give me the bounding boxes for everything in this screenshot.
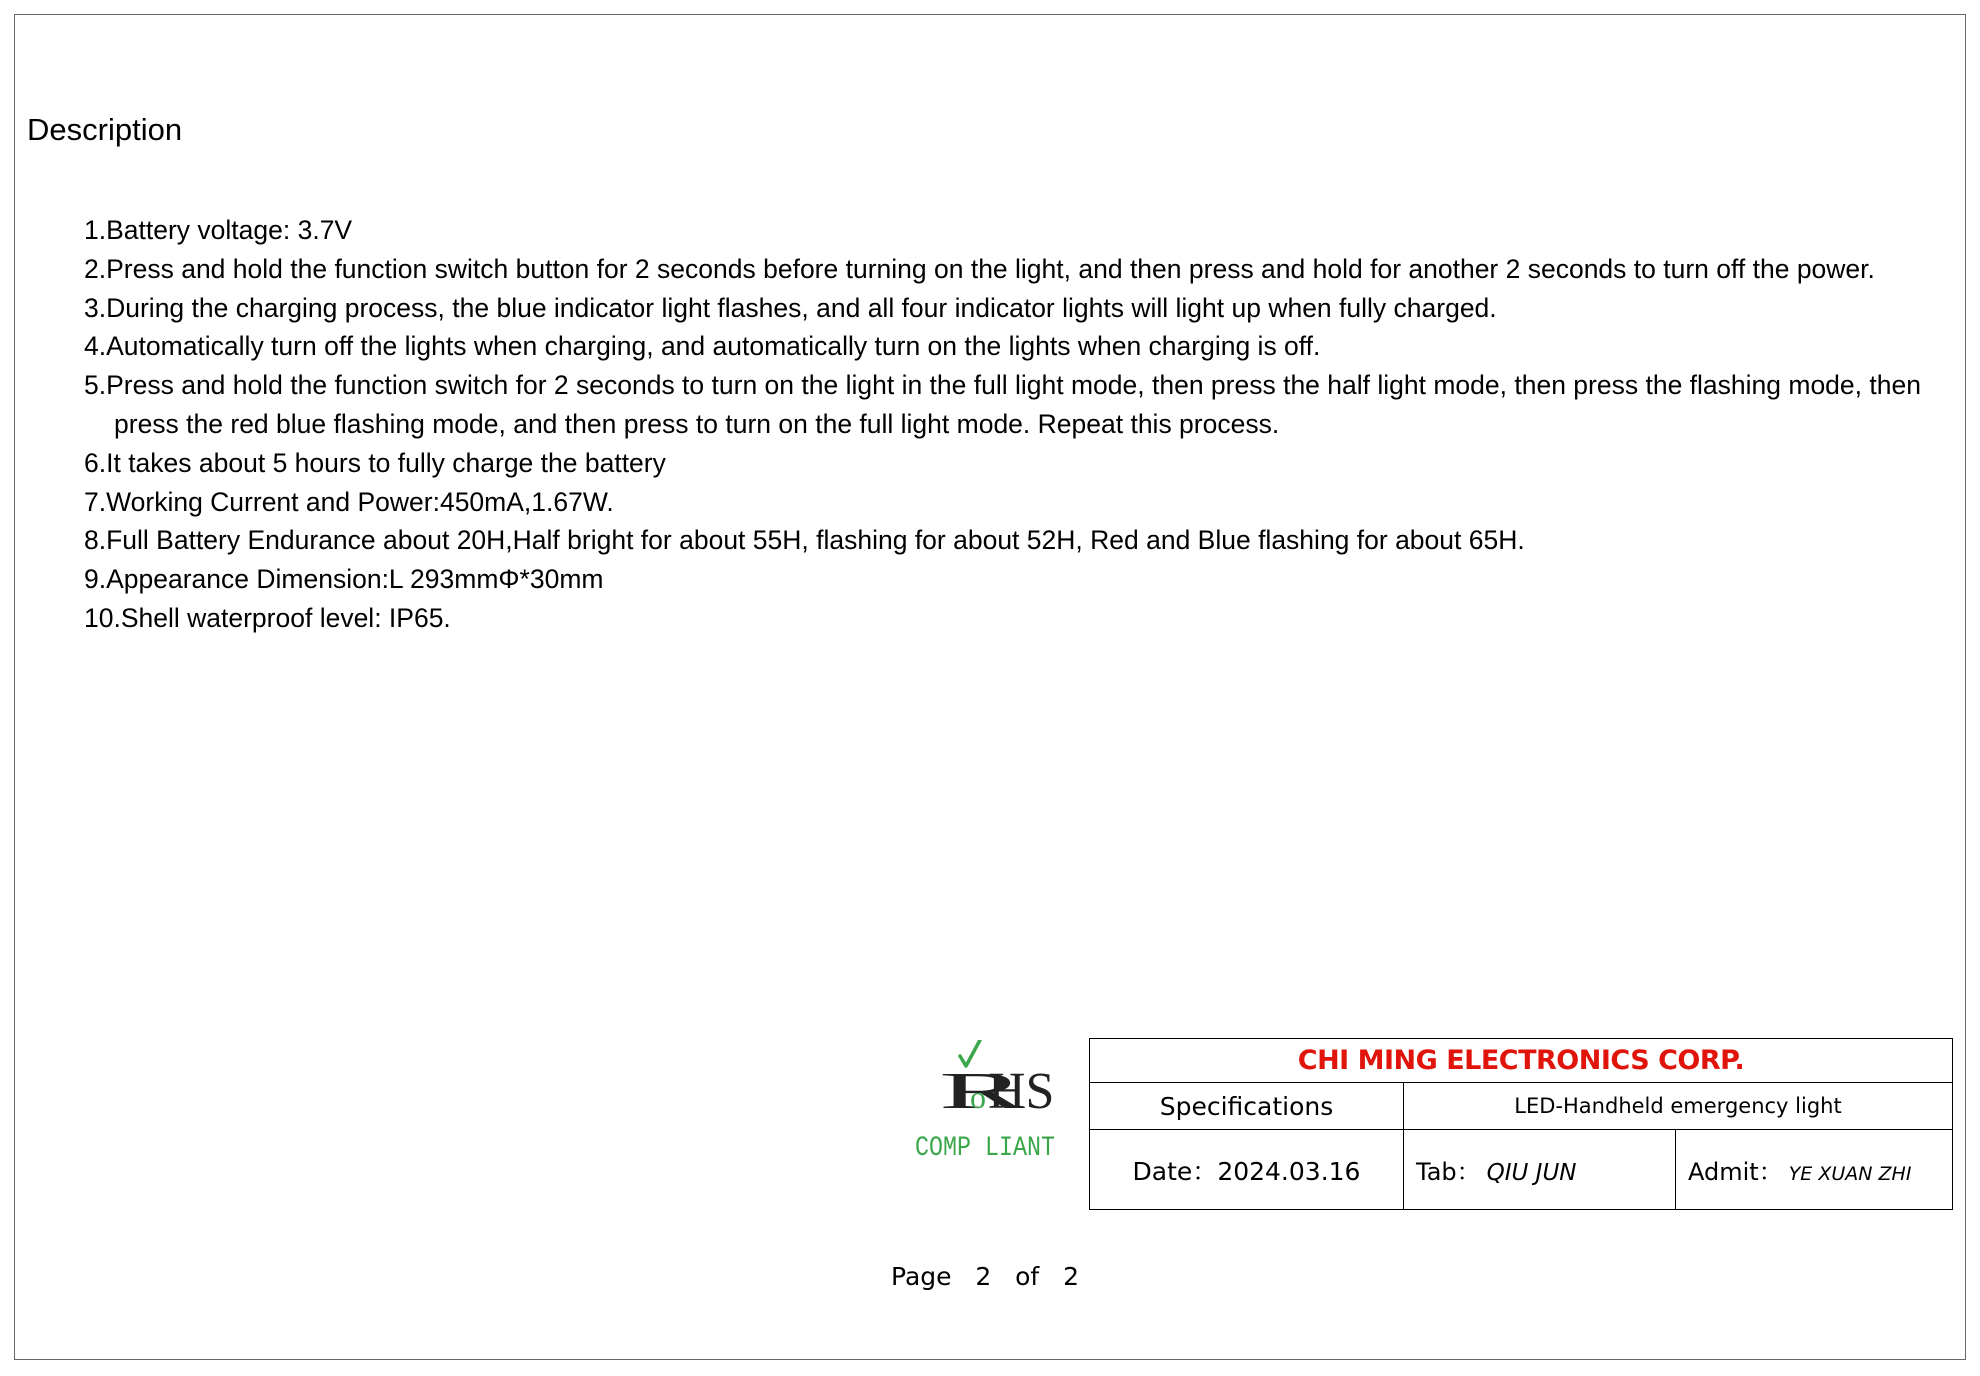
description-list bbox=[84, 211, 1960, 638]
rohs-logo bbox=[900, 1040, 1070, 1160]
list-item: 1.Battery voltage: 3.7V bbox=[84, 215, 353, 245]
list-item: 10.Shell waterproof level: IP65. bbox=[84, 602, 451, 633]
list-item: 7.Working Current and Power:450mA,1.67W. bbox=[84, 486, 614, 517]
title-block bbox=[1089, 1038, 1953, 1210]
list-item: 6.It takes about 5 hours to fully charge the battery bbox=[84, 447, 666, 478]
total-pages: 2 bbox=[1063, 1262, 1079, 1291]
tab-signature: QIU JUN bbox=[1486, 1160, 1577, 1186]
tab-label: Tab： bbox=[1416, 1158, 1481, 1186]
current-page: 2 bbox=[975, 1262, 992, 1291]
admit-cell bbox=[1676, 1130, 1953, 1210]
svg-text:COMP LIANT: COMP LIANT bbox=[915, 1133, 1055, 1160]
section-heading: Description bbox=[27, 112, 183, 147]
svg-text:o: o bbox=[970, 1079, 986, 1115]
company-name: CHI MING ELECTRONICS CORP. bbox=[1090, 1039, 1953, 1083]
date-cell bbox=[1090, 1130, 1404, 1210]
specifications-label: Specifications bbox=[1090, 1083, 1404, 1130]
admit-label: Admit： bbox=[1688, 1158, 1783, 1186]
admit-signature: YE XUAN ZHI bbox=[1788, 1163, 1912, 1185]
svg-text:R: R bbox=[939, 1063, 1026, 1120]
list-item: 8.Full Battery Endurance about 20H,Half bright for about 55H, flashing for about 52H, Red and Blue flashing for about 65H. bbox=[84, 525, 1525, 556]
list-item: 4.Automatically turn off the lights when charging, and automatically turn on the lights when charging is off. bbox=[84, 331, 1321, 362]
of-word: of bbox=[1015, 1262, 1040, 1291]
page-number bbox=[891, 1262, 1079, 1291]
list-item: 3.During the charging process, the blue indicator light flashes, and all four indicator lights will light up when fully charged. bbox=[84, 292, 1497, 323]
list-item: 2.Press and hold the function switch button for 2 seconds before turning on the light, and then press and hold for another 2 seconds to turn off the power. bbox=[84, 253, 1875, 284]
list-item: 9.Appearance Dimension:L 293mmΦ*30mm bbox=[84, 564, 604, 595]
tab-cell bbox=[1404, 1130, 1676, 1210]
date-label: Date： bbox=[1132, 1156, 1218, 1186]
svg-text:HS: HS bbox=[988, 1063, 1055, 1120]
date-value: 2024.03.16 bbox=[1217, 1156, 1361, 1186]
product-name: LED-Handheld emergency light bbox=[1404, 1083, 1953, 1130]
list-item: 5.Press and hold the function switch for 2 seconds to turn on the light in the full light mode, then press the half light mode, then press the flashing mode, then press the red blue flashing mode, and then press to turn on the full light mode. Repeat this process. bbox=[84, 370, 1921, 439]
page-word: Page bbox=[891, 1262, 952, 1291]
